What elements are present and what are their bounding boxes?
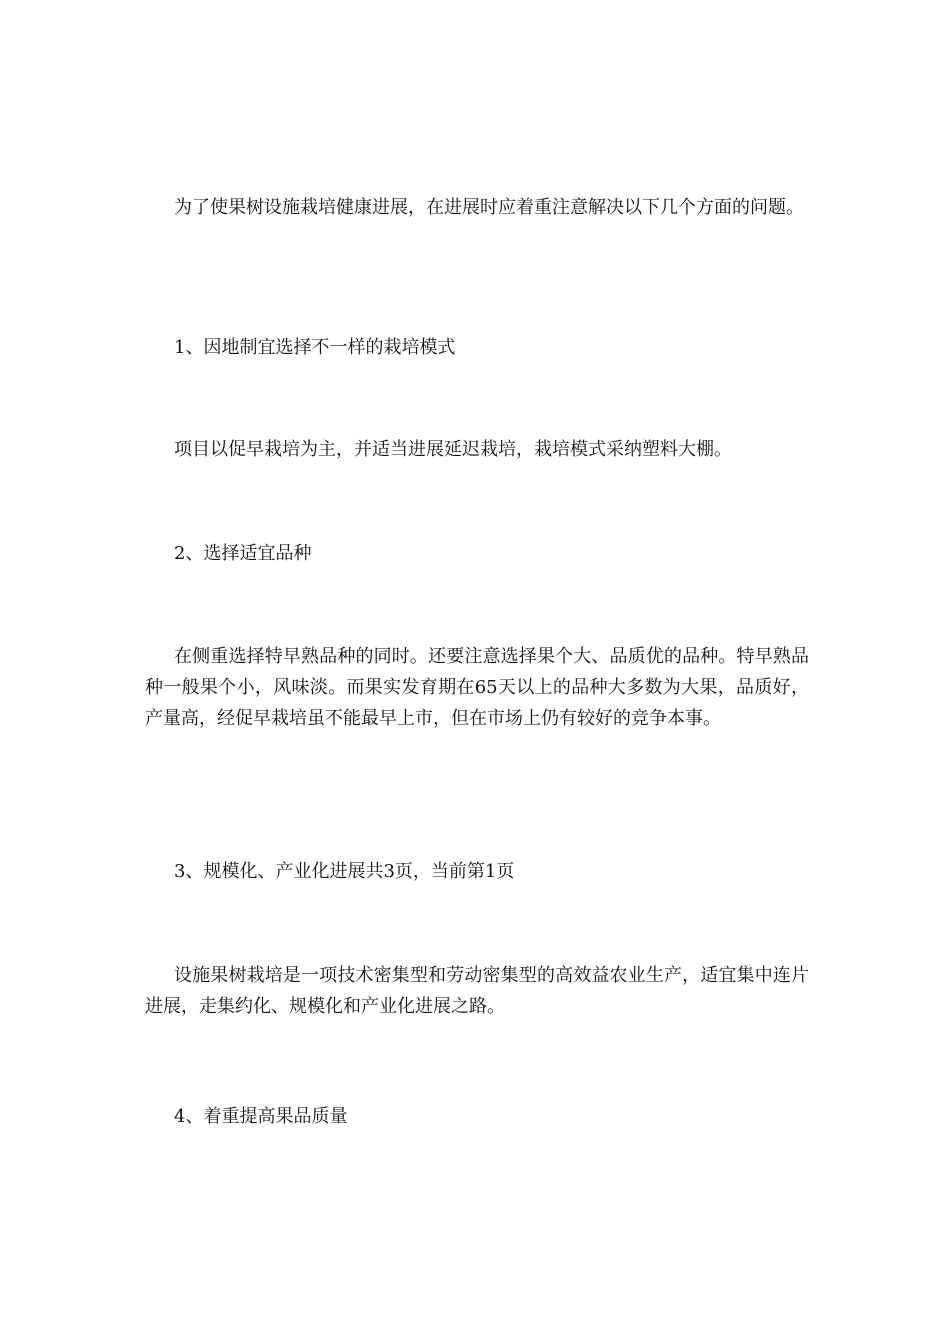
- intro-paragraph: 为了使果树设施栽培健康进展，在进展时应着重注意解决以下几个方面的问题。: [174, 197, 804, 218]
- section-paragraph-3: 设施果树栽培是一项技术密集型和劳动密集型的高效益农业生产，适宜集中连片进展，走集约化、规模化和产业化进展之路。: [145, 965, 809, 1017]
- section-paragraph-1: 项目以促早栽培为主，并适当进展延迟栽培，栽培模式采纳塑料大棚。: [174, 439, 732, 460]
- section-heading-1: 1、因地制宜选择不一样的栽培模式: [174, 337, 456, 358]
- section-heading-2: 2、选择适宜品种: [174, 543, 312, 564]
- section-heading-4: 4、着重提高果品质量: [174, 1106, 348, 1127]
- section-paragraph-2: 在侧重选择特早熟品种的同时。还要注意选择果个大、品质优的品种。特早熟品种一般果个小，风味淡。而果实发育期在65天以上的品种大多数为大果，品质好，产量高，经促早栽培虽不能最早上市，但在市场上仍有较好的竞争本事。: [145, 646, 809, 729]
- section-heading-3: 3、规模化、产业化进展共3页，当前第1页: [174, 861, 515, 882]
